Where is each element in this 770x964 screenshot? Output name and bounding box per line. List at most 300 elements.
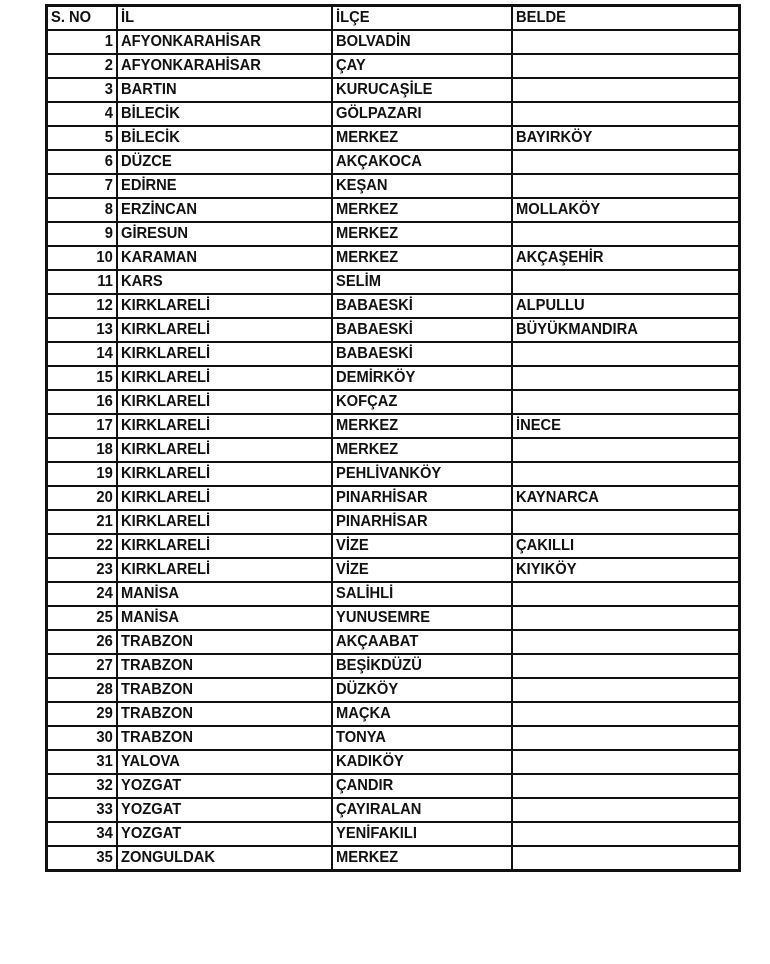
cell-ilce-text: BABAESKİ <box>335 345 413 362</box>
cell-il-text: KIRKLARELİ <box>120 345 210 362</box>
cell-no <box>47 486 117 510</box>
table-row <box>47 558 740 582</box>
table-row <box>47 318 740 342</box>
cell-ilce <box>332 54 512 78</box>
cell-belde-text: ALPULLU <box>515 297 585 314</box>
cell-ilce-text: MERKEZ <box>335 417 398 434</box>
cell-ilce-text: MERKEZ <box>335 441 398 458</box>
cell-il <box>117 414 332 438</box>
table-row <box>47 222 740 246</box>
cell-ilce-text: KURUCAŞİLE <box>335 81 432 98</box>
cell-belde-text: MOLLAKÖY <box>515 201 600 218</box>
cell-ilce-text: TONYA <box>335 729 386 746</box>
cell-no-text: 6 <box>104 153 113 170</box>
cell-no-text: 29 <box>96 705 113 722</box>
cell-no <box>47 174 117 198</box>
cell-il-text: TRABZON <box>120 729 193 746</box>
table-row <box>47 678 740 702</box>
cell-no <box>47 198 117 222</box>
cell-il-text: KIRKLARELİ <box>120 537 210 554</box>
cell-no-text: 2 <box>104 57 113 74</box>
cell-ilce-text: PINARHİSAR <box>335 513 428 530</box>
cell-no <box>47 390 117 414</box>
cell-belde <box>512 318 740 342</box>
cell-belde <box>512 174 740 198</box>
table-row <box>47 582 740 606</box>
cell-ilce-text: MERKEZ <box>335 201 398 218</box>
cell-no <box>47 582 117 606</box>
cell-il <box>117 54 332 78</box>
cell-belde <box>512 270 740 294</box>
cell-ilce <box>332 462 512 486</box>
cell-ilce-text: VİZE <box>335 537 369 554</box>
cell-no-text: 26 <box>96 633 113 650</box>
header-belde-label: BELDE <box>515 9 566 26</box>
cell-no <box>47 558 117 582</box>
cell-il <box>117 222 332 246</box>
cell-il <box>117 726 332 750</box>
cell-ilce-text: DÜZKÖY <box>335 681 398 698</box>
cell-no-text: 3 <box>104 81 113 98</box>
cell-belde <box>512 414 740 438</box>
cell-belde <box>512 606 740 630</box>
cell-ilce-text: SALİHLİ <box>335 585 393 602</box>
cell-no <box>47 678 117 702</box>
cell-ilce <box>332 438 512 462</box>
cell-il-text: BARTIN <box>120 81 177 98</box>
cell-no <box>47 270 117 294</box>
cell-belde <box>512 846 740 871</box>
cell-ilce <box>332 486 512 510</box>
cell-il <box>117 294 332 318</box>
cell-ilce-text: DEMİRKÖY <box>335 369 415 386</box>
cell-il-text: KIRKLARELİ <box>120 369 210 386</box>
header-il <box>117 6 332 31</box>
cell-ilce-text: GÖLPAZARI <box>335 105 422 122</box>
cell-no <box>47 222 117 246</box>
cell-il <box>117 486 332 510</box>
cell-il-text: TRABZON <box>120 705 193 722</box>
table-row <box>47 702 740 726</box>
cell-no-text: 31 <box>96 753 113 770</box>
cell-il-text: AFYONKARAHİSAR <box>120 33 261 50</box>
cell-no <box>47 294 117 318</box>
cell-il-text: KIRKLARELİ <box>120 561 210 578</box>
cell-belde <box>512 558 740 582</box>
cell-il <box>117 438 332 462</box>
cell-no-text: 15 <box>96 369 113 386</box>
cell-il-text: KIRKLARELİ <box>120 321 210 338</box>
cell-ilce-text: AKÇAKOCA <box>335 153 422 170</box>
cell-ilce-text: VİZE <box>335 561 369 578</box>
cell-il-text: MANİSA <box>120 585 179 602</box>
cell-il <box>117 390 332 414</box>
table-row <box>47 438 740 462</box>
cell-no-text: 22 <box>96 537 113 554</box>
table-row <box>47 150 740 174</box>
cell-no <box>47 246 117 270</box>
cell-il-text: AFYONKARAHİSAR <box>120 57 261 74</box>
table-row <box>47 390 740 414</box>
cell-belde <box>512 342 740 366</box>
cell-il <box>117 534 332 558</box>
cell-belde-text: BAYIRKÖY <box>515 129 592 146</box>
table-row <box>47 606 740 630</box>
table-row <box>47 774 740 798</box>
cell-ilce-text: MAÇKA <box>335 705 391 722</box>
cell-no-text: 14 <box>96 345 113 362</box>
table-row <box>47 174 740 198</box>
table-row <box>47 630 740 654</box>
cell-ilce <box>332 390 512 414</box>
cell-il-text: KIRKLARELİ <box>120 393 210 410</box>
cell-no <box>47 534 117 558</box>
cell-no-text: 5 <box>104 129 113 146</box>
cell-ilce-text: MERKEZ <box>335 849 398 866</box>
header-no <box>47 6 117 31</box>
cell-ilce-text: MERKEZ <box>335 225 398 242</box>
header-ilce-label: İLÇE <box>335 9 370 26</box>
table-row <box>47 414 740 438</box>
cell-no-text: 10 <box>96 249 113 266</box>
cell-no <box>47 510 117 534</box>
cell-ilce <box>332 510 512 534</box>
cell-belde <box>512 222 740 246</box>
cell-belde <box>512 630 740 654</box>
cell-belde <box>512 246 740 270</box>
cell-no <box>47 798 117 822</box>
cell-belde-text: KAYNARCA <box>515 489 599 506</box>
cell-no-text: 25 <box>96 609 113 626</box>
cell-no-text: 8 <box>104 201 113 218</box>
cell-ilce <box>332 798 512 822</box>
cell-belde <box>512 678 740 702</box>
cell-il-text: KARAMAN <box>120 249 197 266</box>
table-row <box>47 246 740 270</box>
cell-il-text: TRABZON <box>120 681 193 698</box>
cell-il-text: ZONGULDAK <box>120 849 215 866</box>
cell-il-text: TRABZON <box>120 657 193 674</box>
table-row <box>47 798 740 822</box>
cell-no-text: 21 <box>96 513 113 530</box>
cell-ilce <box>332 846 512 871</box>
cell-ilce <box>332 630 512 654</box>
cell-no <box>47 78 117 102</box>
cell-belde <box>512 510 740 534</box>
cell-ilce <box>332 318 512 342</box>
table-header-row <box>47 6 740 31</box>
cell-il <box>117 750 332 774</box>
cell-belde <box>512 822 740 846</box>
cell-ilce <box>332 726 512 750</box>
cell-ilce <box>332 294 512 318</box>
table-body <box>47 30 740 871</box>
cell-no-text: 11 <box>96 273 113 290</box>
cell-ilce <box>332 150 512 174</box>
cell-il <box>117 702 332 726</box>
table-row <box>47 654 740 678</box>
cell-belde <box>512 198 740 222</box>
table-row <box>47 726 740 750</box>
cell-il <box>117 774 332 798</box>
cell-ilce <box>332 654 512 678</box>
cell-ilce-text: ÇANDIR <box>335 777 393 794</box>
cell-il <box>117 822 332 846</box>
municipality-table <box>45 4 741 872</box>
cell-belde <box>512 54 740 78</box>
table-row <box>47 78 740 102</box>
cell-il-text: BİLECİK <box>120 129 180 146</box>
cell-il <box>117 606 332 630</box>
table-row <box>47 198 740 222</box>
cell-il <box>117 78 332 102</box>
cell-no <box>47 822 117 846</box>
cell-il <box>117 150 332 174</box>
cell-il-text: KIRKLARELİ <box>120 513 210 530</box>
cell-no <box>47 462 117 486</box>
cell-il-text: KIRKLARELİ <box>120 417 210 434</box>
cell-no <box>47 606 117 630</box>
cell-no-text: 19 <box>96 465 113 482</box>
cell-ilce <box>332 582 512 606</box>
cell-belde <box>512 366 740 390</box>
cell-no-text: 9 <box>104 225 113 242</box>
table-row <box>47 462 740 486</box>
cell-il <box>117 630 332 654</box>
cell-belde <box>512 294 740 318</box>
cell-il-text: ERZİNCAN <box>120 201 197 218</box>
cell-no-text: 24 <box>96 585 113 602</box>
cell-no-text: 7 <box>104 177 113 194</box>
cell-il-text: YALOVA <box>120 753 180 770</box>
cell-no <box>47 414 117 438</box>
cell-ilce-text: YUNUSEMRE <box>335 609 430 626</box>
cell-ilce <box>332 342 512 366</box>
cell-no <box>47 630 117 654</box>
table-row <box>47 750 740 774</box>
cell-ilce-text: AKÇAABAT <box>335 633 418 650</box>
cell-il-text: DÜZCE <box>120 153 172 170</box>
cell-il <box>117 198 332 222</box>
cell-no <box>47 102 117 126</box>
cell-no-text: 20 <box>96 489 113 506</box>
cell-ilce <box>332 702 512 726</box>
cell-il <box>117 582 332 606</box>
cell-il <box>117 510 332 534</box>
cell-il <box>117 846 332 871</box>
cell-il <box>117 102 332 126</box>
cell-ilce-text: KOFÇAZ <box>335 393 397 410</box>
cell-no-text: 28 <box>96 681 113 698</box>
cell-ilce <box>332 774 512 798</box>
cell-no-text: 30 <box>96 729 113 746</box>
cell-ilce-text: BABAESKİ <box>335 297 413 314</box>
cell-no-text: 35 <box>96 849 113 866</box>
cell-il-text: BİLECİK <box>120 105 180 122</box>
cell-belde <box>512 390 740 414</box>
cell-ilce <box>332 366 512 390</box>
cell-ilce-text: BEŞİKDÜZÜ <box>335 657 422 674</box>
cell-ilce-text: KEŞAN <box>335 177 388 194</box>
table-row <box>47 54 740 78</box>
header-ilce <box>332 6 512 31</box>
cell-belde-text: KIYIKÖY <box>515 561 577 578</box>
cell-ilce <box>332 606 512 630</box>
cell-ilce-text: PINARHİSAR <box>335 489 428 506</box>
cell-ilce <box>332 78 512 102</box>
cell-il <box>117 30 332 54</box>
cell-no-text: 13 <box>96 321 113 338</box>
cell-ilce <box>332 102 512 126</box>
cell-il <box>117 246 332 270</box>
cell-no <box>47 150 117 174</box>
cell-il-text: MANİSA <box>120 609 179 626</box>
table-row <box>47 846 740 871</box>
cell-ilce <box>332 678 512 702</box>
table-row <box>47 270 740 294</box>
cell-belde <box>512 702 740 726</box>
cell-il <box>117 342 332 366</box>
cell-belde <box>512 150 740 174</box>
cell-ilce <box>332 126 512 150</box>
cell-no-text: 1 <box>104 33 113 50</box>
cell-il <box>117 366 332 390</box>
cell-no <box>47 702 117 726</box>
cell-ilce <box>332 534 512 558</box>
cell-no-text: 12 <box>96 297 113 314</box>
cell-il-text: KIRKLARELİ <box>120 465 210 482</box>
cell-il-text: YOZGAT <box>120 801 181 818</box>
cell-ilce-text: ÇAY <box>335 57 366 74</box>
cell-no <box>47 318 117 342</box>
cell-belde <box>512 798 740 822</box>
cell-no-text: 32 <box>96 777 113 794</box>
cell-no-text: 4 <box>104 105 113 122</box>
table-row <box>47 294 740 318</box>
cell-ilce <box>332 558 512 582</box>
cell-ilce <box>332 822 512 846</box>
cell-ilce <box>332 222 512 246</box>
cell-no-text: 16 <box>96 393 113 410</box>
table-row <box>47 366 740 390</box>
cell-no-text: 18 <box>96 441 113 458</box>
table-row <box>47 486 740 510</box>
cell-belde <box>512 438 740 462</box>
cell-no <box>47 726 117 750</box>
cell-belde-text: İNECE <box>515 417 561 434</box>
table-row <box>47 30 740 54</box>
cell-ilce <box>332 750 512 774</box>
cell-ilce-text: BABAESKİ <box>335 321 413 338</box>
cell-no <box>47 342 117 366</box>
cell-ilce <box>332 270 512 294</box>
cell-il <box>117 654 332 678</box>
cell-belde <box>512 126 740 150</box>
cell-belde <box>512 486 740 510</box>
cell-no <box>47 54 117 78</box>
cell-ilce-text: MERKEZ <box>335 129 398 146</box>
cell-ilce-text: YENİFAKILI <box>335 825 417 842</box>
table-row <box>47 534 740 558</box>
cell-il-text: KIRKLARELİ <box>120 297 210 314</box>
cell-ilce <box>332 30 512 54</box>
cell-no-text: 34 <box>96 825 113 842</box>
cell-ilce-text: SELİM <box>335 273 381 290</box>
cell-ilce-text: ÇAYIRALAN <box>335 801 421 818</box>
cell-ilce-text: MERKEZ <box>335 249 398 266</box>
cell-no <box>47 366 117 390</box>
cell-belde <box>512 78 740 102</box>
cell-ilce-text: BOLVADİN <box>335 33 411 50</box>
cell-no <box>47 654 117 678</box>
cell-il-text: KIRKLARELİ <box>120 489 210 506</box>
cell-il <box>117 678 332 702</box>
cell-belde <box>512 102 740 126</box>
cell-il <box>117 798 332 822</box>
cell-il <box>117 126 332 150</box>
cell-belde-text: ÇAKILLI <box>515 537 574 554</box>
table-row <box>47 822 740 846</box>
cell-ilce-text: PEHLİVANKÖY <box>335 465 441 482</box>
cell-il <box>117 318 332 342</box>
cell-belde <box>512 654 740 678</box>
cell-il <box>117 462 332 486</box>
cell-il-text: KIRKLARELİ <box>120 441 210 458</box>
cell-no-text: 23 <box>96 561 113 578</box>
cell-il-text: GİRESUN <box>120 225 188 242</box>
cell-belde-text: AKÇAŞEHİR <box>515 249 604 266</box>
table-row <box>47 342 740 366</box>
cell-belde <box>512 726 740 750</box>
cell-no-text: 27 <box>96 657 113 674</box>
cell-no <box>47 774 117 798</box>
cell-no <box>47 30 117 54</box>
table-row <box>47 102 740 126</box>
cell-belde <box>512 30 740 54</box>
cell-no <box>47 438 117 462</box>
header-il-label: İL <box>120 9 134 26</box>
table-row <box>47 510 740 534</box>
cell-ilce <box>332 174 512 198</box>
cell-il <box>117 270 332 294</box>
cell-il <box>117 174 332 198</box>
cell-belde <box>512 582 740 606</box>
cell-belde-text: BÜYÜKMANDIRA <box>515 321 638 338</box>
cell-no <box>47 750 117 774</box>
header-no-label: S. NO <box>51 9 92 26</box>
cell-no-text: 17 <box>96 417 113 434</box>
cell-belde <box>512 462 740 486</box>
cell-no <box>47 846 117 871</box>
cell-ilce-text: KADIKÖY <box>335 753 404 770</box>
cell-ilce <box>332 198 512 222</box>
cell-belde <box>512 534 740 558</box>
cell-il-text: EDİRNE <box>120 177 177 194</box>
cell-il <box>117 558 332 582</box>
cell-no-text: 33 <box>96 801 113 818</box>
cell-il-text: YOZGAT <box>120 825 181 842</box>
cell-ilce <box>332 246 512 270</box>
header-belde <box>512 6 740 31</box>
table-row <box>47 126 740 150</box>
cell-belde <box>512 750 740 774</box>
cell-il-text: KARS <box>120 273 163 290</box>
cell-belde <box>512 774 740 798</box>
cell-no <box>47 126 117 150</box>
cell-il-text: TRABZON <box>120 633 193 650</box>
cell-il-text: YOZGAT <box>120 777 181 794</box>
cell-ilce <box>332 414 512 438</box>
